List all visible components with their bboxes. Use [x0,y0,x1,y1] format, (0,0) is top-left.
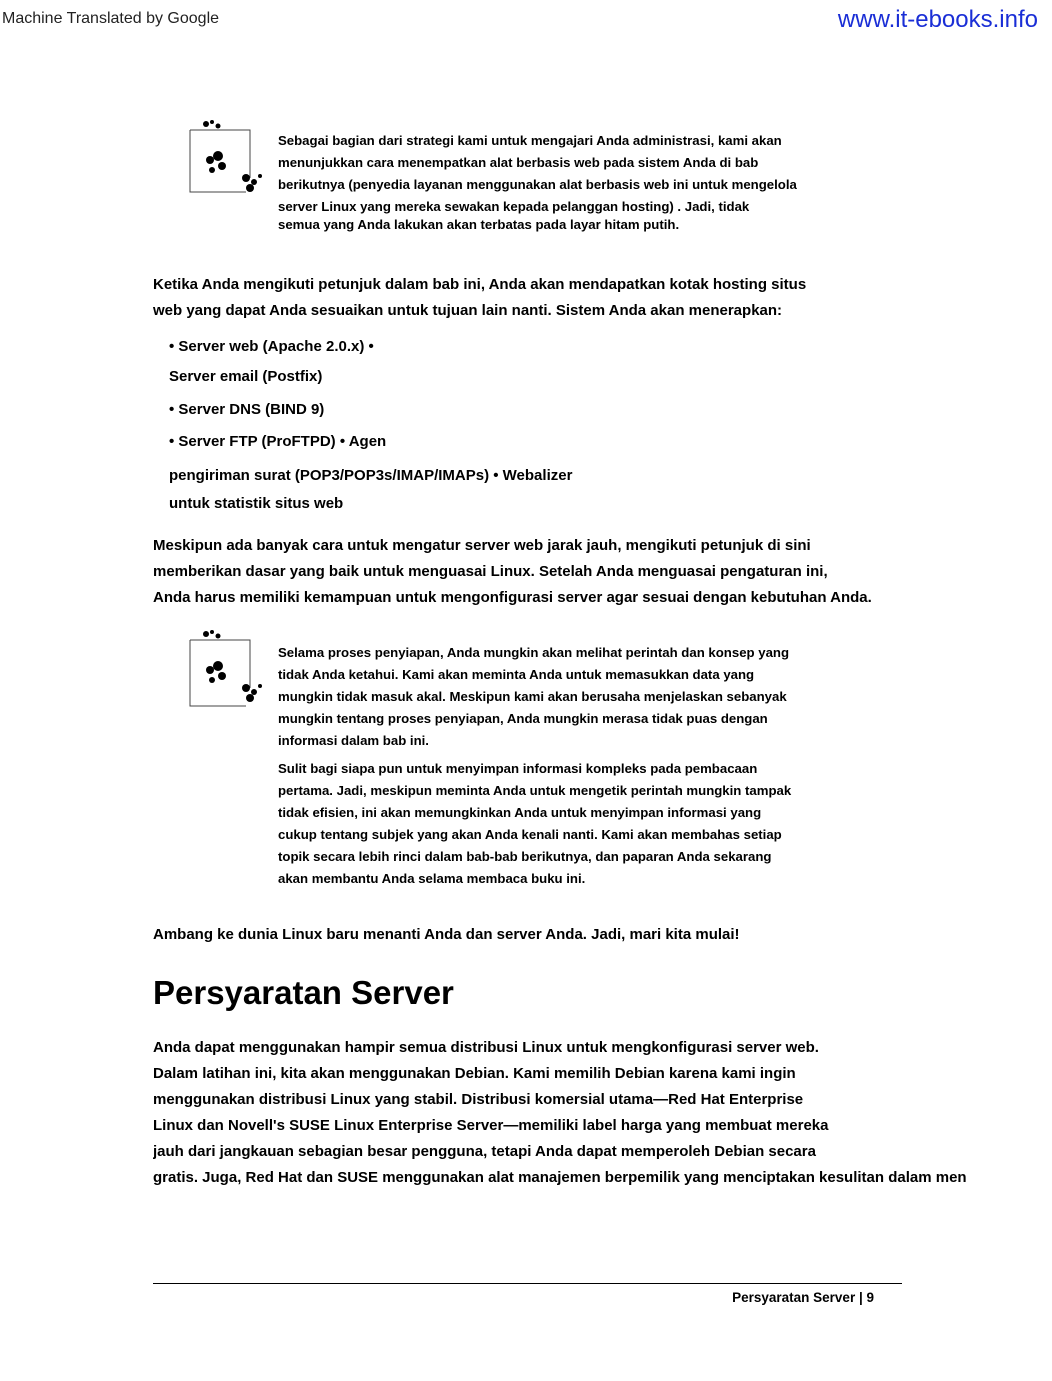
paragraph-line: Anda harus memiliki kemampuan untuk mengonfigurasi server agar sesuai dengan kebutuhan Anda. [153,589,872,606]
section-paragraph [153,1035,1052,1191]
note-line: mungkin tidak masuk akal. Meskipun kami akan berusaha menjelaskan sebanyak [278,689,787,704]
list-item: untuk statistik situs web [169,495,344,512]
note-line: Sebagai bagian dari strategi kami untuk mengajari Anda administrasi, kami akan [278,133,782,148]
tip-icon [188,626,270,708]
list-item: pengiriman surat (POP3/POP3s/IMAP/IMAPs) • Webalizer [169,467,573,484]
footer-divider [153,1283,902,1284]
note-line: tidak Anda ketahui. Kami akan meminta Anda untuk memasukkan data yang [278,667,755,682]
paragraph-line: Ketika Anda mengikuti petunjuk dalam bab ini, Anda akan mendapatkan kotak hosting situs [153,276,807,293]
paragraph-line: Linux dan Novell's SUSE Linux Enterprise Server—memiliki label harga yang membuat mereka [153,1117,829,1134]
note-line: mungkin tentang proses penyiapan, Anda mungkin merasa tidak puas dengan [278,711,768,726]
list-item: Server email (Postfix) [169,368,323,385]
list-item: • Server web (Apache 2.0.x) • [169,338,374,355]
site-link[interactable]: www.it-ebooks.info [837,6,1038,33]
intro-paragraph [153,272,806,324]
note-line: topik secara lebih rinci dalam bab-bab berikutnya, dan paparan Anda sekarang [278,849,772,864]
note-line: server Linux yang mereka sewakan kepada pelanggan hosting) . Jadi, tidak [278,199,750,214]
section-title: Persyaratan Server [153,974,454,1011]
paragraph-line: Dalam latihan ini, kita akan menggunakan Debian. Kami memilih Debian karena kami ingin [153,1065,796,1082]
note-line: Selama proses penyiapan, Anda mungkin akan melihat perintah dan konsep yang [278,645,790,660]
paragraph-line: menggunakan distribusi Linux yang stabil. Distribusi komersial utama—Red Hat Enterprise [153,1091,804,1108]
tip-icon [188,116,270,198]
paragraph-line: web yang dapat Anda sesuaikan untuk tujuan lain nanti. Sistem Anda akan menerapkan: [153,302,783,319]
note-line: cukup tentang subjek yang akan Anda kenali nanti. Kami akan membahas setiap [278,827,782,842]
note-line: pertama. Jadi, meskipun meminta Anda untuk mengetik perintah mungkin tampak [278,783,792,798]
page-footer: Persyaratan Server | 9 [732,1290,874,1305]
translation-notice: Machine Translated by Google [2,10,220,27]
note-line: Sulit bagi siapa pun untuk menyimpan informasi kompleks pada pembacaan [278,761,758,776]
note-line: informasi dalam bab ini. [278,733,429,748]
paragraph-line: memberikan dasar yang baik untuk menguasai Linux. Setelah Anda menguasai pengaturan ini, [153,563,828,580]
note-line: semua yang Anda lakukan akan terbatas pada layar hitam putih. [278,217,680,232]
closing-sentence: Ambang ke dunia Linux baru menanti Anda dan server Anda. Jadi, mari kita mulai! [153,926,740,943]
paragraph-line: jauh dari jangkauan sebagian besar pengguna, tetapi Anda dapat memperoleh Debian secara [153,1143,816,1160]
paragraph-line: gratis. Juga, Red Hat dan SUSE menggunakan alat manajemen berpemilik yang menciptakan kesulitan dalam men [153,1169,967,1186]
list-item: • Server FTP (ProFTPD) • Agen [169,433,387,450]
note-line: menunjukkan cara menempatkan alat berbasis web pada sistem Anda di bab [278,155,759,170]
note-line: berikutnya (penyedia layanan menggunakan alat berbasis web ini untuk mengelola [278,177,797,192]
body-paragraph [153,533,872,611]
note-line: akan membantu Anda selama membaca buku ini. [278,871,586,886]
note-line: tidak efisien, ini akan memungkinkan Anda untuk menyimpan informasi yang [278,805,762,820]
list-item: • Server DNS (BIND 9) [169,401,325,418]
tip-note-2 [278,642,878,890]
paragraph-line: Meskipun ada banyak cara untuk mengatur server web jarak jauh, mengikuti petunjuk di sini [153,537,811,554]
paragraph-line: Anda dapat menggunakan hampir semua distribusi Linux untuk mengkonfigurasi server web. [153,1039,819,1056]
tip-note-1 [278,130,878,232]
